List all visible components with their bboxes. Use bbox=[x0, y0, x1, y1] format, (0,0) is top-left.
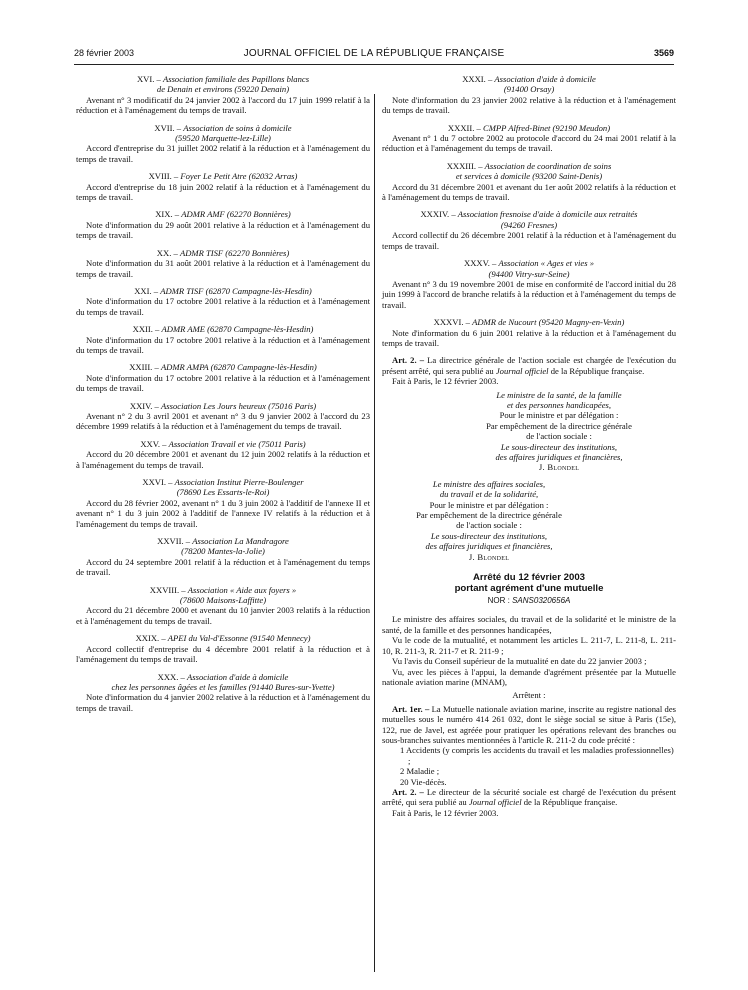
arrete-fait: Fait à Paris, le 12 février 2003. bbox=[392, 807, 499, 818]
entry bbox=[76, 633, 370, 664]
arretent-line: Arrêtent : bbox=[512, 690, 546, 701]
entry-body: Accord d'entreprise du 31 juillet 2002 relatif à la réduction et à l'aménagement du temps de travail. bbox=[76, 143, 370, 164]
right-column bbox=[382, 74, 676, 818]
entry bbox=[76, 209, 370, 240]
entry-title bbox=[84, 324, 362, 334]
entry-organisation: Association Institut Pierre-Boulenger bbox=[174, 477, 304, 487]
header-date: 28 février 2003 bbox=[74, 48, 135, 58]
list-item: 2 Maladie ; bbox=[400, 766, 440, 777]
sig1-line: Le sous-directeur des institutions, bbox=[500, 441, 618, 452]
entry-number: XXV. – bbox=[140, 438, 169, 449]
arrete-art2-text-a: Le directeur de la sécurité sociale est chargé de l'exécution du présent arrêté, qui sera publié au bbox=[382, 786, 677, 808]
signature-block-2 bbox=[382, 479, 596, 562]
nor-code: SANS0320656A bbox=[512, 596, 571, 606]
entry-organisation: Association fresnoise d'aide à domicile aux retraités bbox=[457, 209, 638, 220]
entry-title bbox=[84, 477, 362, 498]
arrete-art2 bbox=[382, 787, 676, 808]
entry-organisation: ADMR TISF (62870 Campagne-lès-Hesdin) bbox=[160, 285, 312, 296]
entry-location: (78600 Maisons-Laffitte) bbox=[179, 595, 267, 606]
entry-organisation: Association « Ages et vies » bbox=[498, 258, 595, 269]
entry-number: XXI. – bbox=[134, 285, 161, 296]
entry-body: Avenant n° 2 du 3 avril 2001 et avenant n° 3 du 9 janvier 2002 à l'accord du 23 décembre 1999 relatifs à la réduction et à l'aménagement du temps de travail. bbox=[76, 410, 370, 432]
arrete-preamble: Le ministre des affaires sociales, du travail et de la solidarité et le ministre de la santé, de la famille et des personnes handicapées, bbox=[382, 614, 676, 635]
arrete-heading bbox=[382, 572, 676, 594]
entry bbox=[76, 585, 370, 627]
entry-organisation: Association de coordination de soins bbox=[484, 160, 612, 171]
sig2-line: Pour le ministre et par délégation : bbox=[429, 499, 549, 510]
arrete-vu-3: Vu, avec les pièces à l'appui, la demande d'agrément présentée par la Mutuelle nationale aviation marine (MNAM), bbox=[382, 666, 676, 687]
entry-organisation: ADMR AMPA (62870 Campagne-lès-Hesdin) bbox=[160, 362, 317, 373]
sig2-line: du travail et de la solidarité, bbox=[439, 489, 539, 500]
entry-number: XXXIII. – bbox=[446, 160, 485, 171]
entry-body: Note d'information du 31 août 2001 relative à la réduction et à l'aménagement du temps de travail. bbox=[76, 258, 370, 279]
entry bbox=[76, 401, 370, 432]
entry-title bbox=[390, 209, 668, 230]
entry-body: Accord d'entreprise du 18 juin 2002 relatif à la réduction et à l'aménagement du temps de travail. bbox=[76, 181, 370, 203]
entry-location: (59520 Marquette-lez-Lille) bbox=[175, 133, 271, 144]
arrete-art1 bbox=[382, 704, 676, 746]
entry-number: XVI. – bbox=[136, 74, 163, 84]
entry-title bbox=[84, 171, 362, 181]
entry-number: XVIII. – bbox=[148, 171, 181, 182]
signature-block-1 bbox=[442, 390, 676, 473]
entry-body: Accord du 28 février 2002, avenant n° 1 du 3 juin 2002 à l'additif de l'annexe II et avenant n° 1 du 3 juin 2002 à l'additif de l'annexe IV relatifs à la réduction et à l'aménagement du temps de travail. bbox=[76, 497, 370, 529]
column-divider bbox=[374, 94, 375, 972]
entry-title bbox=[390, 317, 668, 327]
entry-organisation: ADMR AMF (62270 Bonnières) bbox=[181, 209, 291, 220]
entry-organisation: Association La Mandragore bbox=[192, 536, 289, 547]
sig1-line: Par empêchement de la directrice générale bbox=[486, 420, 632, 431]
entry-organisation: ADMR de Nucourt (95420 Magny-en-Vexin) bbox=[472, 317, 625, 328]
entry-organisation: APEI du Val-d'Essonne (91540 Mennecy) bbox=[167, 633, 311, 644]
entry-organisation: Association « Aide aux foyers » bbox=[187, 584, 297, 595]
entry-number: XXVI. – bbox=[142, 477, 175, 487]
entry bbox=[76, 477, 370, 529]
entry bbox=[76, 171, 370, 202]
header-journal-title: JOURNAL OFFICIEL DE LA RÉPUBLIQUE FRANÇAISE bbox=[243, 48, 505, 59]
art1-label: Art. 1er. – bbox=[392, 703, 432, 714]
art2-text-b: de la République française. bbox=[548, 365, 645, 376]
entry bbox=[76, 74, 370, 116]
entry-body: Accord collectif d'entreprise du 4 décembre 2001 relatif à la réduction et à l'aménagement du temps de travail. bbox=[76, 643, 370, 665]
fait-line-1: Fait à Paris, le 12 février 2003. bbox=[392, 376, 499, 387]
sig1-line: des affaires juridiques et financières, bbox=[495, 452, 623, 462]
right-entries bbox=[382, 74, 676, 348]
entry bbox=[382, 161, 676, 203]
entry bbox=[76, 439, 370, 470]
entry-body: Avenant n° 3 du 19 novembre 2001 de mise en conformité de l'accord initial du 28 juin 1999 à l'accord de branche relatifs à la réduction et à l'aménagement du temps de travail. bbox=[382, 278, 676, 310]
entry-number: XXXVI. – bbox=[433, 317, 473, 328]
entry-body: Note d'information du 6 juin 2001 relative à la réduction et à l'aménagement du temps de travail. bbox=[382, 327, 676, 348]
entry-organisation: ADMR TISF (62270 Bonnières) bbox=[179, 247, 290, 258]
entry bbox=[382, 258, 676, 310]
entry-number: XXVII. – bbox=[157, 536, 193, 547]
entry-number: XXXV. – bbox=[463, 258, 499, 269]
arrete-art2-label: Art. 2. – bbox=[392, 786, 427, 797]
entry-body: Accord du 31 décembre 2001 et avenant du 1er août 2002 relatifs à la réduction et à l'aménagement du temps de travail. bbox=[382, 181, 676, 203]
left-column bbox=[76, 74, 370, 720]
arrete-title-line-1: Arrêté du 12 février 2003 bbox=[473, 572, 585, 584]
entry-body: Accord collectif du 26 décembre 2001 relatif à la réduction et à l'aménagement du temps de travail. bbox=[382, 230, 676, 251]
nor-line bbox=[382, 596, 676, 606]
entry-body: Note d'information du 23 janvier 2002 relative à la réduction et à l'aménagement du temps de travail. bbox=[382, 94, 676, 116]
page-header bbox=[74, 48, 674, 62]
entry-body: Note d'information du 17 octobre 2001 relative à la réduction et à l'aménagement du temps de travail. bbox=[76, 296, 370, 317]
entry bbox=[382, 123, 676, 154]
sig1-line: Le ministre de la santé, de la famille bbox=[496, 389, 622, 400]
entry-number: XXXII. – bbox=[447, 122, 484, 133]
entry bbox=[382, 317, 676, 348]
entry-number: XXX. – bbox=[157, 671, 187, 682]
nor-label: NOR : bbox=[487, 596, 513, 606]
entry-title bbox=[390, 74, 668, 95]
entry bbox=[76, 248, 370, 279]
sig2-signatory: J. Blondel bbox=[468, 551, 510, 562]
entry-organisation: Association Les Jours heureux (75016 Paris) bbox=[161, 400, 317, 411]
sig1-line: et des personnes handicapées, bbox=[506, 399, 612, 410]
art2-label: Art. 2. – bbox=[392, 355, 428, 366]
entry-title bbox=[84, 585, 362, 606]
entry-number: XXXI. – bbox=[462, 74, 495, 84]
entry bbox=[76, 123, 370, 165]
entry-title bbox=[84, 286, 362, 296]
sig2-line: Le ministre des affaires sociales, bbox=[432, 478, 546, 489]
sig2-line: de l'action sociale : bbox=[456, 520, 522, 531]
entry-organisation: Association familiale des Papillons blancs bbox=[162, 74, 310, 84]
entry-organisation: ADMR AME (62870 Campagne-lès-Hesdin) bbox=[161, 324, 314, 335]
entry-title bbox=[84, 362, 362, 372]
entry-number: XIX. – bbox=[155, 209, 182, 220]
entry-number: XX. – bbox=[156, 247, 180, 258]
entry-location: et services à domicile (93200 Saint-Denis) bbox=[455, 171, 603, 182]
entry-location: (94260 Fresnes) bbox=[500, 219, 558, 230]
entry-title bbox=[84, 672, 362, 693]
entry bbox=[76, 362, 370, 393]
entry-organisation: CMPP Alfred-Binet (92190 Meudon) bbox=[483, 122, 611, 133]
entry bbox=[382, 209, 676, 251]
entry-title bbox=[84, 209, 362, 219]
entry-title bbox=[390, 123, 668, 133]
arrete-vu-2: Vu l'avis du Conseil supérieur de la mutualité en date du 22 janvier 2003 ; bbox=[392, 656, 647, 667]
entry-organisation: Association d'aide à domicile bbox=[494, 74, 596, 84]
entry-organisation: Association Travail et vie (75011 Paris) bbox=[168, 438, 306, 449]
entry-location: de Denain et environs (59220 Denain) bbox=[156, 84, 290, 95]
sig1-line: Pour le ministre et par délégation : bbox=[499, 410, 619, 421]
entry-body: Accord du 21 décembre 2000 et avenant du 10 janvier 2003 relatifs à la réduction et à l'aménagement du temps de travail. bbox=[76, 605, 370, 626]
sig2-line: Par empêchement de la directrice générale bbox=[416, 510, 562, 521]
entry bbox=[76, 672, 370, 714]
branch-list bbox=[382, 745, 676, 787]
entry-body: Note d'information du 4 janvier 2002 relative à la réduction et à l'aménagement du temps de travail. bbox=[76, 692, 370, 713]
entry-title bbox=[84, 74, 362, 95]
entry-body: Avenant n° 1 du 7 octobre 2002 au protocole d'accord du 24 mai 2001 relatif à la réduction et à l'aménagement du temps de travail. bbox=[382, 133, 676, 154]
entry-title bbox=[390, 258, 668, 279]
entry-title bbox=[84, 536, 362, 557]
entry-title bbox=[84, 401, 362, 411]
entry-organisation: Foyer Le Petit Atre (62032 Arras) bbox=[180, 171, 298, 182]
entry-body: Note d'information du 17 octobre 2001 relative à la réduction et à l'aménagement du temps de travail. bbox=[76, 334, 370, 355]
entry-organisation: Association de soins à domicile bbox=[183, 122, 292, 133]
entry bbox=[76, 536, 370, 578]
entry-location: (78690 Les Essarts-le-Roi) bbox=[176, 487, 270, 498]
entry-number: XVII. – bbox=[154, 122, 184, 133]
entry-title bbox=[390, 161, 668, 182]
entry bbox=[76, 286, 370, 317]
art2-text-a: La directrice générale de l'action sociale est chargée de l'exécution du présent arrêté, qui sera publié au bbox=[382, 355, 676, 376]
entry-number: XXIX. – bbox=[135, 633, 168, 644]
list-item: 20 Vie-décès. bbox=[400, 776, 447, 787]
sig2-line: Le sous-directeur des institutions, bbox=[430, 530, 548, 541]
entry-number: XXIII. – bbox=[129, 362, 161, 373]
arrete-art2-journal: Journal officiel bbox=[468, 797, 522, 808]
entry-number: XXIV. – bbox=[129, 400, 162, 411]
entry-number: XXII. – bbox=[132, 324, 162, 335]
entry-organisation: Association d'aide à domicile bbox=[187, 671, 289, 682]
entry bbox=[382, 74, 676, 116]
sig2-line: des affaires juridiques et financières, bbox=[425, 541, 553, 552]
sig1-signatory: J. Blondel bbox=[538, 462, 580, 473]
entry-location: (91400 Orsay) bbox=[503, 84, 555, 95]
entry-title bbox=[84, 123, 362, 144]
art1-text: La Mutuelle nationale aviation marine, inscrite au registre national des mutuelles sous le numéro 414 261 032, dont le siège social se situe à Paris (15e), 122, rue de Javel, est agréée pour pratiquer les opérations relevant des branches ou sous-branches suivantes mentionnées à l'article R. 211-2 du code précité : bbox=[382, 703, 676, 745]
arrete-art2-text-b: de la République française. bbox=[521, 797, 618, 808]
entry-title bbox=[84, 439, 362, 449]
list-item: 1 Accidents (y compris les accidents du travail et les maladies professionnelles) ; bbox=[400, 745, 674, 766]
art2-paragraph bbox=[382, 355, 676, 376]
entry-body: Avenant n° 3 modificatif du 24 janvier 2002 à l'accord du 17 juin 1999 relatif à la réduction et à l'aménagement du temps de travail. bbox=[76, 94, 370, 116]
art2-journal: Journal officiel bbox=[495, 365, 549, 376]
entry-number: XXVIII. – bbox=[149, 584, 188, 595]
entry-title bbox=[84, 633, 362, 643]
header-rule bbox=[74, 64, 674, 65]
entry-body: Note d'information du 29 août 2001 relative à la réduction et à l'aménagement du temps de travail. bbox=[76, 219, 370, 241]
entry-location: chez les personnes âgées et les familles (91440 Bures-sur-Yvette) bbox=[111, 681, 335, 692]
entry-location: (94400 Vitry-sur-Seine) bbox=[488, 268, 570, 279]
entry-number: XXXIV. – bbox=[420, 209, 458, 220]
arrete-vu-1: Vu le code de la mutualité, et notamment les articles L. 211-7, L. 211-8, L. 211-10, R. 211-3, R. 211-7 et R. 211-9 ; bbox=[382, 635, 676, 656]
entry bbox=[76, 324, 370, 355]
entry-body: Accord du 24 septembre 2001 relatif à la réduction et à l'aménagement du temps de travail. bbox=[76, 556, 370, 578]
header-page-number: 3569 bbox=[653, 48, 674, 58]
entry-body: Note d'information du 17 octobre 2001 relative à la réduction et à l'aménagement du temps de travail. bbox=[76, 372, 370, 394]
sig1-line: de l'action sociale : bbox=[526, 431, 592, 442]
entry-location: (78200 Mantes-la-Jolie) bbox=[181, 546, 265, 557]
arrete-title-line-2: portant agrément d'une mutuelle bbox=[454, 583, 604, 595]
entry-title bbox=[84, 248, 362, 258]
entry-body: Accord du 20 décembre 2001 et avenant du 12 juin 2002 relatifs à la réduction et à l'aménagement du temps de travail. bbox=[76, 449, 370, 470]
